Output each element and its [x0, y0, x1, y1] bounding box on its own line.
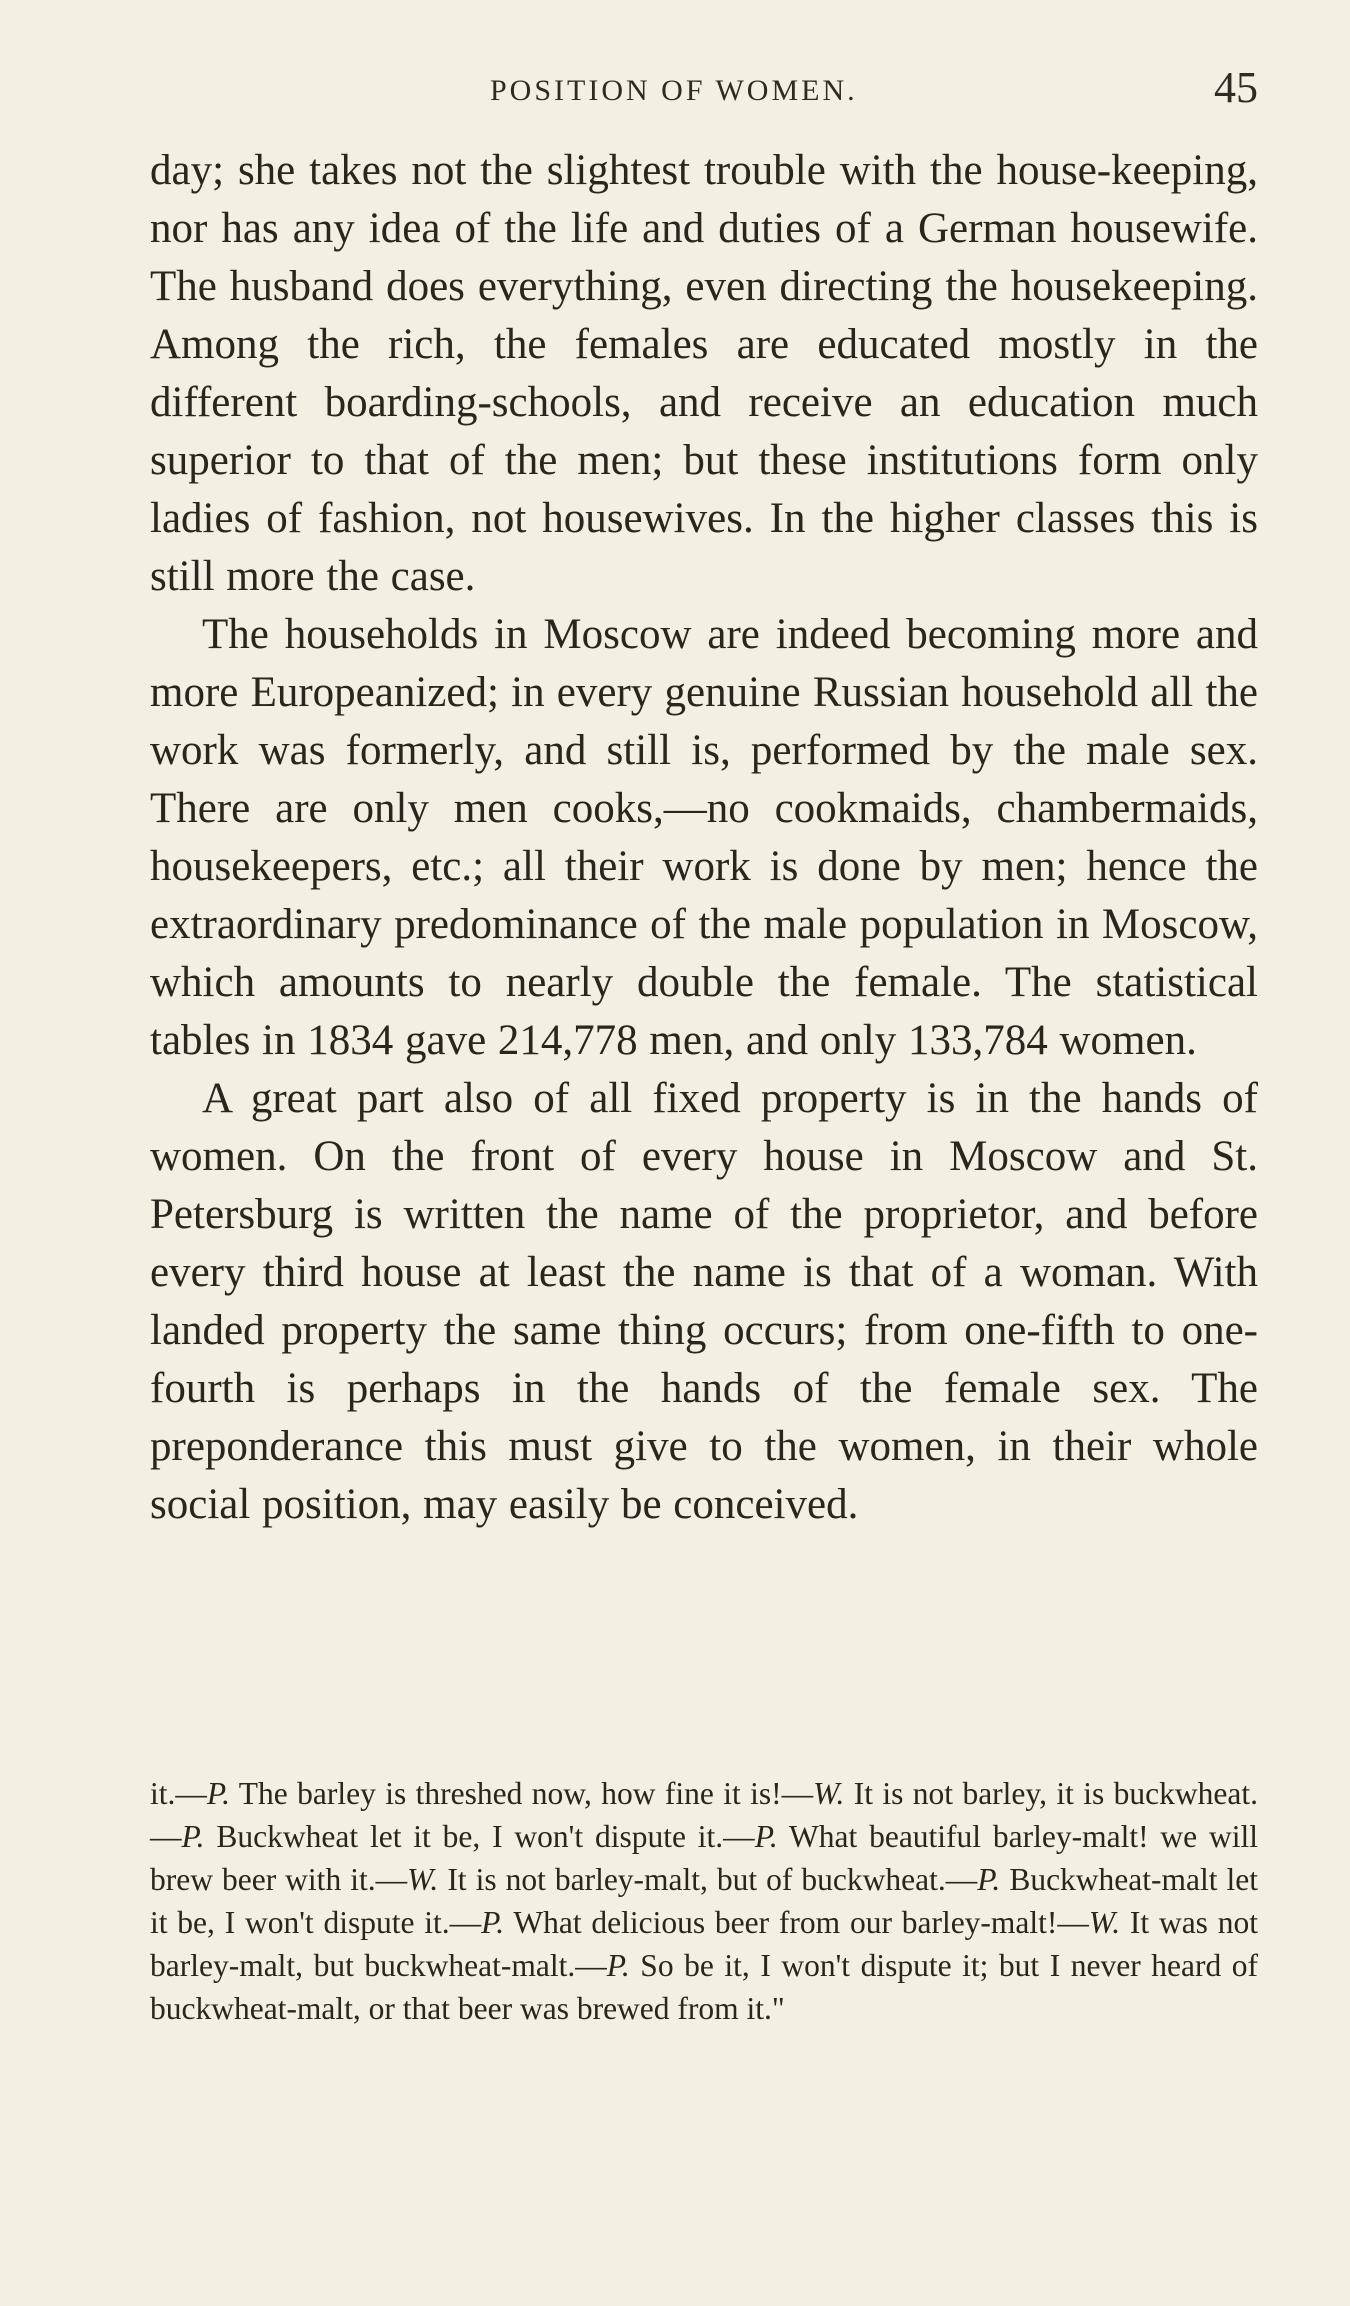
speaker-label: W. [813, 1776, 845, 1811]
speaker-label: P. [206, 1776, 230, 1811]
footnote-segment: What beautiful barley-malt! we will brew beer with it.— [150, 1819, 1258, 1897]
speaker-label: P. [977, 1862, 1001, 1897]
footnote-segment: So be it, I won't dispute it; but I never heard of buckwheat-malt, or that beer was brewed from it." [150, 1948, 1258, 2026]
page-number: 45 [1214, 63, 1258, 112]
footnote-segment: it.— [150, 1776, 207, 1811]
speaker-label: P. [481, 1905, 505, 1940]
speaker-label: P. [606, 1948, 630, 1983]
speaker-label: P. [754, 1819, 778, 1854]
footnote-segment: It was not barley-malt, but buckwheat-malt.— [150, 1905, 1258, 1983]
footnote [150, 1772, 1258, 2030]
speaker-label: P. [181, 1819, 205, 1854]
speaker-label: W. [407, 1862, 439, 1897]
paragraph-2: The households in Moscow are indeed becoming more and more Europeanized; in every genuine Russian household all the work was formerly, and still is, performed by the male sex. There are only men cooks,—no cookmaids, chambermaids, housekeepers, etc.; all their work is done by men; hence the extraordinary predominance of the male population in Moscow, which amounts to nearly double the female. The statistical tables in 1834 gave 214,778 men, and only 133,784 women. [150, 611, 1258, 1064]
footnote-segment: It is not barley, it is buckwheat.— [150, 1776, 1258, 1854]
paragraph-3: A great part also of all fixed property is in the hands of women. On the front of every house in Moscow and St. Petersburg is written the name of the proprietor, and before every third house at least the name is that of a woman. With landed property the same thing occurs; from one-fifth to one-fourth is perhaps in the hands of the female sex. The preponderance this must give to the women, in their whole social position, may easily be conceived. [150, 1075, 1258, 1528]
footnote-segment: Buckwheat-malt let it be, I won't dispute it.— [150, 1862, 1258, 1940]
footnote-segment: The barley is threshed now, how fine it is!— [229, 1776, 814, 1811]
footnote-segment: It is not barley-malt, but of buckwheat.— [438, 1862, 978, 1897]
body-text [150, 142, 1258, 1534]
footnote-segment: What delicious beer from our barley-malt!— [504, 1905, 1089, 1940]
speaker-label: W. [1088, 1905, 1121, 1940]
running-title: POSITION OF WOMEN. [490, 74, 858, 107]
footnote-segment: Buckwheat let it be, I won't dispute it.— [204, 1819, 755, 1854]
page-header [150, 62, 1258, 112]
paragraph-1: day; she takes not the slightest trouble with the house-keeping, nor has any idea of the life and duties of a German housewife. The husband does everything, even directing the housekeeping. Among the rich, the females are educated mostly in the different boarding-schools, and receive an education much superior to that of the men; but these institutions form only ladies of fashion, not housewives. In the higher classes this is still more the case. [150, 147, 1258, 600]
